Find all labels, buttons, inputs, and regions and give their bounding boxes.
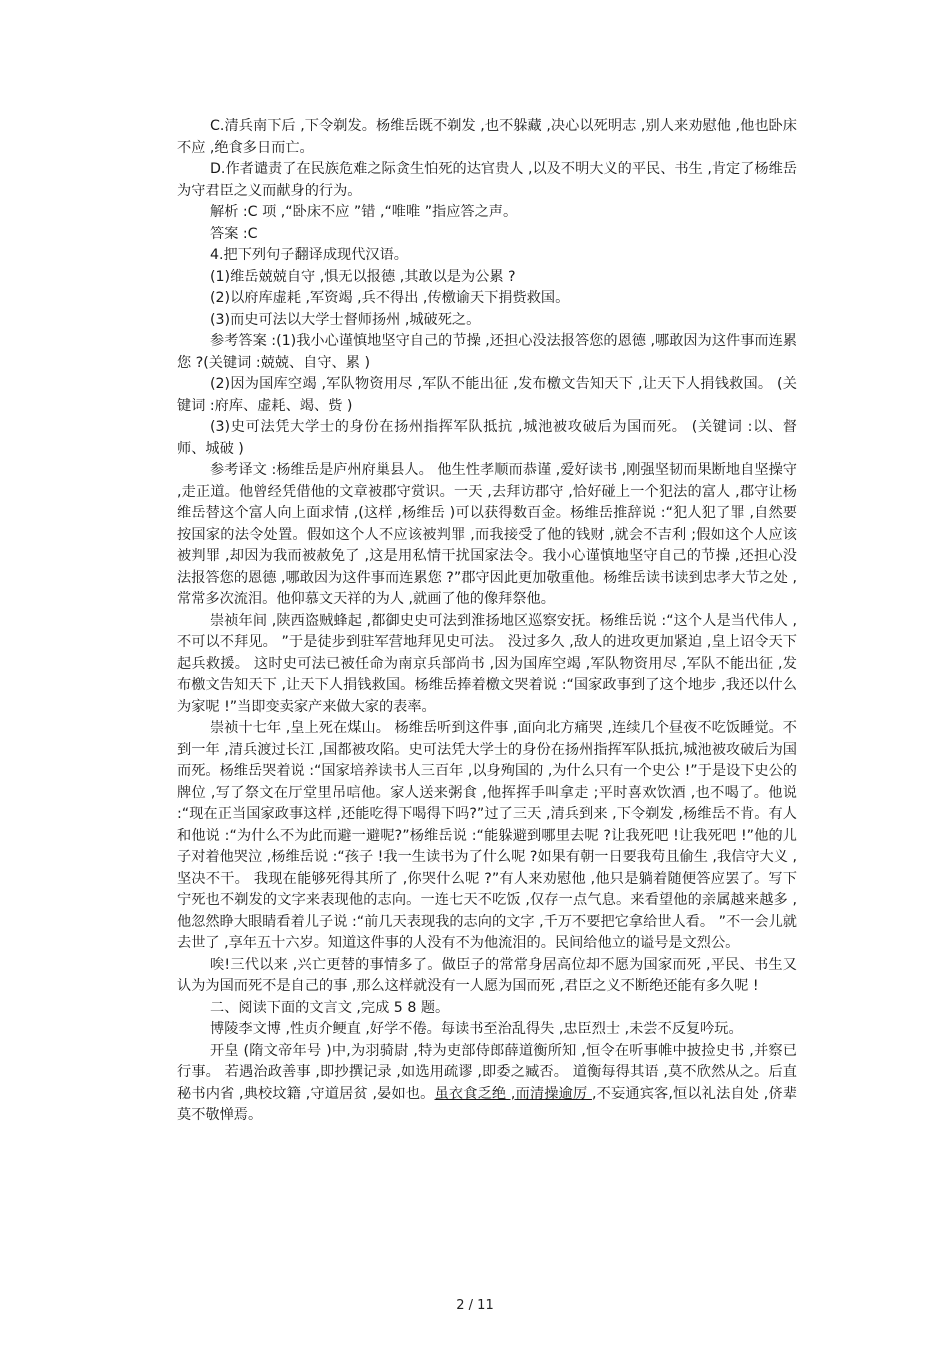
page-number: 2 / 11 — [456, 1298, 494, 1313]
question-4-sentence-3: (3)而史可法以大学士督师扬州 ,城破死之。 — [210, 311, 481, 328]
question-4-sentence-2: (2)以府库虚耗 ,军资竭 ,兵不得出 ,传檄谕天下捐赀救国。 — [210, 290, 570, 306]
classical-text-paragraph-2-start: 开皇 (隋文帝年号 )中,为羽骑尉 ,特为吏部侍郎薛道衡所知 ,恒令在听事帷中披捡史书 ,并察已行事。 若遇治政善事 ,即抄撰记录 ,如选用疏谬 ,即委之臧否。 道衡每得其语 ,莫不欣然从之。后直秘书内省 ,典校坟籍 ,守道居贫 ,晏如也。 — [177, 1042, 797, 1102]
section-2-title: 二、阅读下面的文言文 ,完成 5 8 题。 — [210, 999, 450, 1016]
question-4-title: 4.把下列句子翻译成现代汉语。 — [210, 247, 408, 263]
analysis: 解析 :C 项 ,“卧床不应 ”错 ,“唯唯 ”指应答之声。 — [210, 204, 518, 220]
answer: 答案 :C — [210, 225, 258, 242]
reference-translation-paragraph-2: 崇祯年间 ,陕西盗贼蜂起 ,都御史史可法到淮扬地区巡察安抚。杨维岳说 :“这个人是当代伟人 ,不可以不拜见。 ”于是徒步到驻军营地拜见史可法。 没过多久 ,敌人的进攻更加紧迫 ,皇上诏令天下起兵救援。 这时史可法已被任命为南京兵部尚书 ,因为国库空竭 ,军队物资用尽 ,军队不能出征 ,发布檄文告知天下 ,让天下人捐钱救国。杨维岳捧着檄文哭着说 :“国家政事到了这个地步 ,我还以什么为家呢 !”当即变卖家产来做大家的表率。 — [177, 612, 797, 715]
reference-translation-paragraph-4: 唉!三代以来 ,兴亡更替的事情多了。做臣子的常常身居高位却不愿为国家而死 ,平民、书生又认为为国而死不是自己的事 ,那么这样就没有一人愿为国而死 ,君臣之义不断绝还能有多久呢 ! — [177, 956, 797, 994]
classical-text-paragraph-1: 博陵李文博 ,性贞介鲠直 ,好学不倦。每读书至治乱得失 ,忠臣烈士 ,未尝不反复吟玩。 — [210, 1021, 743, 1037]
underlined-sentence: 虽衣食乏绝 ,而清操逾厉 — [434, 1085, 592, 1102]
reference-answer-2: (2)因为国库空竭 ,军队物资用尽 ,军队不能出征 ,发布檄文告知天下 ,让天下人捐钱救国。 (关键词 :府库、虚耗、竭、赀 ) — [177, 376, 797, 414]
question-4-sentence-1: (1)维岳兢兢自守 ,惧无以报德 ,其敢以是为公累 ? — [210, 268, 516, 285]
reference-translation-paragraph-1: 参考译文 :杨维岳是庐州府巢县人。 他生性孝顺而恭谨 ,爱好读书 ,刚强坚韧而果断地自坚操守 ,走正道。他曾经凭借他的文章被郡守赏识。一天 ,去拜访郡守 ,恰好碰上一个犯法的富人 ,郡守让杨维岳替这个富人向上面求情 ,(这样 ,杨维岳 )可以获得数百金。杨维岳推辞说 :“犯人犯了罪 ,自然要按国家的法令处置。假如这个人不应该被判罪 ,而我接受了他的钱财 ,就会不吉利 ;假如这个人应该被判罪 ,却因为我而被赦免了 ,这是用私情干扰国家法令。我小心谨慎地坚守自己的节操 ,还担心没法报答您的恩德 ,哪敢因为这件事而连累您 ?”郡守因此更加敬重他。杨维岳读书读到忠孝大节之处 ,常常多次流泪。他仰慕文天祥的为人 ,就画了他的像拜祭他。 — [177, 462, 802, 607]
option-c: C.清兵南下后 ,下令剃发。杨维岳既不剃发 ,也不躲藏 ,决心以死明志 ,别人来劝慰他 ,他也卧床不应 ,绝食多日而亡。 — [177, 118, 797, 156]
reference-answer-3: (3)史可法凭大学士的身份在扬州指挥军队抵抗 ,城池被攻破后为国而死。 (关键词 :以、督师、城破 ) — [177, 419, 797, 457]
classical-text-paragraph-2 — [177, 1041, 797, 1127]
reference-answer-1: 参考答案 :(1)我小心谨慎地坚守自己的节操 ,还担心没法报答您的恩德 ,哪敢因为这件事而连累您 ?(关键词 :兢兢、自守、累 ) — [177, 333, 797, 371]
page-content — [177, 116, 802, 1127]
classical-text-paragraph-2-end: ,不妄通宾客,恒以礼法自处 ,侪辈莫不敬惮焉。 — [177, 1085, 798, 1123]
reference-translation-paragraph-3: 崇祯十七年 ,皇上死在煤山。 杨维岳听到这件事 ,面向北方痛哭 ,连续几个昼夜不吃饭睡觉。不到一年 ,清兵渡过长江 ,国都被攻陷。史可法凭大学士的身份在扬州指挥军队抵抗,城池被攻破后为国而死。杨维岳哭着说 :“国家培养读书人三百年 ,以身殉国的 ,为什么只有一个史公 !”于是设下史公的牌位 ,写了祭文在厅堂里吊唁他。家人送来粥食 ,他挥挥手叫拿走 ;平时喜欢饮酒 ,也不喝了。他说 :“现在正当国家政事这样 ,还能吃得下喝得下吗?”过了三天 ,清兵到来 ,下令剃发 ,杨维岳不肯。有人和他说 :“为什么不为此而避一避呢?”杨维岳说 :“能躲避到哪里去呢 ?让我死吧 !让我死吧 !”他的儿子对着他哭泣 ,杨维岳说 :“孩子 !我一生读书为了什么呢 ?如果有朝一日要我苟且偷生 ,我信守大义 ,坚决不干。 我现在能够死得其所了 ,你哭什么呢 ?”有人来劝慰他 ,他只是躺着随便答应罢了。写下宁死也不剃发的文字来表现他的志向。一连七天不吃饭 ,仅存一点气息。来看望他的亲属越来越多 ,他忽然睁大眼睛看着儿子说 :“前几天表现我的志向的文字 ,千万不要把它拿给世人看。 ”不一会儿就去世了 ,享年五十六岁。知道这件事的人没有不为他流泪的。民间给他立的谥号是文烈公。 — [177, 720, 802, 951]
option-d: D.作者谴责了在民族危难之际贪生怕死的达官贵人 ,以及不明大义的平民、书生 ,肯定了杨维岳为守君臣之义而献身的行为。 — [177, 161, 797, 199]
